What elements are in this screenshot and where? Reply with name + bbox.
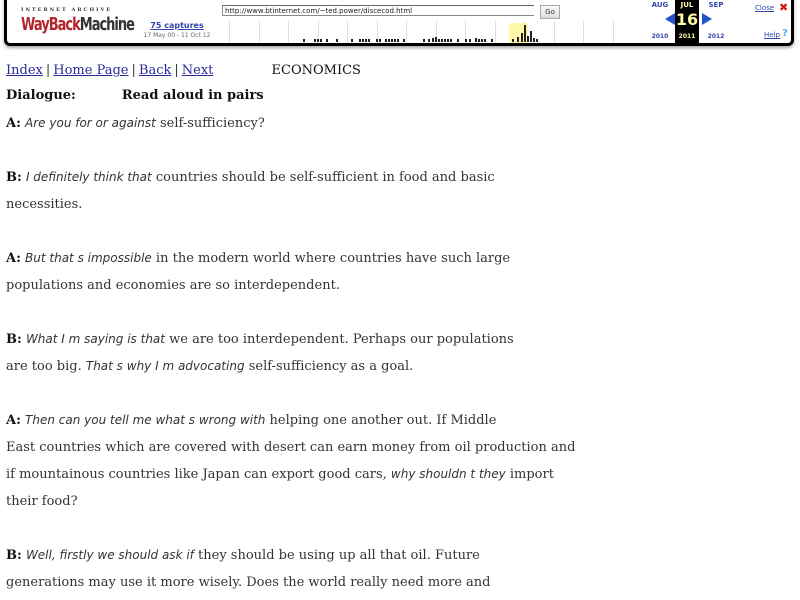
timeline-capture-bar[interactable] (533, 38, 535, 42)
nav-link-index[interactable]: Index (6, 63, 43, 78)
timeline-capture-bar[interactable] (397, 39, 399, 42)
dialogue-text: countries should be self-sufficient in food and basic (151, 170, 495, 185)
dialogue-header (6, 82, 786, 110)
timeline-capture-bar[interactable] (469, 39, 471, 42)
timeline-capture-bar[interactable] (465, 39, 467, 42)
timeline-capture-bar[interactable] (438, 39, 440, 42)
dialogue-turn (6, 326, 786, 380)
dialogue-line (6, 353, 786, 380)
timeline-capture-bar[interactable] (450, 39, 452, 42)
timeline-capture-bar[interactable] (444, 39, 446, 42)
speaker-label: B: (6, 548, 22, 563)
italic-phrase: But that s impossible (25, 251, 152, 265)
timeline-capture-bar[interactable] (351, 39, 353, 42)
calendar-current (675, 0, 699, 43)
captures-info (127, 21, 227, 39)
timeline-capture-bar[interactable] (530, 31, 532, 42)
dialogue-text: necessities. (6, 197, 83, 212)
timeline-capture-bar[interactable] (536, 39, 538, 42)
italic-phrase: That s why I m advocating (85, 359, 245, 373)
page-content (6, 60, 786, 596)
dialogue-text: import (505, 467, 554, 482)
dialogue-text: East countries which are covered with desert can earn money from oil production and (6, 440, 576, 455)
dialogue-text: their food? (6, 494, 78, 509)
timeline-capture-bar[interactable] (491, 39, 493, 42)
timeline-year-divider (583, 21, 584, 43)
timeline-capture-bar[interactable] (388, 39, 390, 42)
timeline-year-divider (554, 21, 555, 43)
nav-link-back[interactable]: Back (138, 63, 172, 78)
turn-spacer (6, 515, 786, 542)
dialogue-text: self-sufficiency? (155, 116, 265, 131)
timeline-capture-bar[interactable] (379, 39, 381, 42)
timeline-year-divider (259, 21, 260, 43)
wayback-logo[interactable] (21, 7, 134, 39)
timeline-capture-bar[interactable] (314, 39, 316, 42)
captures-link[interactable]: 75 captures (150, 21, 204, 30)
timeline-capture-bar[interactable] (521, 33, 523, 42)
speaker-label: A: (6, 413, 21, 428)
dialogue-line (6, 488, 786, 515)
timeline-capture-bar[interactable] (527, 36, 529, 42)
current-month: JUL (680, 1, 694, 9)
timeline-capture-bar[interactable] (391, 39, 393, 42)
nav-link-next[interactable]: Next (181, 63, 214, 78)
timeline-year-divider (347, 21, 348, 43)
nav-link-home-page[interactable]: Home Page (53, 63, 129, 78)
italic-phrase: why shouldn t they (390, 467, 506, 481)
timeline-capture-bar[interactable] (512, 39, 514, 42)
prev-arrow-icon[interactable] (665, 13, 675, 25)
timeline-year-divider (288, 21, 289, 43)
dialogue-text: helping one another out. If Middle (265, 413, 497, 428)
help-link[interactable]: Help (764, 31, 780, 39)
dialogue-text: they should be using up all that oil. Future (193, 548, 480, 563)
timeline-capture-bar[interactable] (484, 39, 486, 42)
calendar-next[interactable] (699, 0, 733, 43)
timeline-capture-bar[interactable] (423, 39, 425, 42)
subject-title: ECONOMICS (271, 63, 361, 78)
dialogue-turn (6, 164, 786, 218)
calendar-prev[interactable] (643, 0, 677, 43)
url-input[interactable]: http://www.btinternet.com/~ted.power/discecod.html (222, 5, 534, 16)
dialogue-text: are too big. (6, 359, 86, 374)
dialogue-line (6, 272, 786, 299)
dialogue-instruction: Read aloud in pairs (121, 88, 264, 103)
timeline-year-divider (406, 21, 407, 43)
current-day: 16 (675, 10, 699, 29)
timeline-capture-bar[interactable] (428, 39, 430, 42)
dialogue-text: self-sufficiency as a goal. (244, 359, 414, 374)
dialogue-line (6, 326, 786, 353)
wayback-toolbar (4, 0, 794, 46)
timeline-capture-bar[interactable] (432, 38, 434, 42)
timeline-capture-bar[interactable] (303, 39, 305, 42)
timeline-capture-bar[interactable] (457, 39, 459, 42)
nav-separator: | (174, 63, 179, 78)
italic-phrase: Are you for or against (25, 116, 156, 130)
timeline-capture-bar[interactable] (368, 39, 370, 42)
dialogue-body (6, 110, 786, 596)
italic-phrase: What I m saying is that (25, 332, 165, 346)
captures-range: 17 May 00 - 11 Oct 12 (143, 32, 211, 39)
timeline-capture-bar[interactable] (326, 39, 328, 42)
timeline-capture-bar[interactable] (320, 39, 322, 42)
capture-timeline[interactable] (219, 21, 641, 43)
timeline-capture-bar[interactable] (478, 39, 480, 42)
timeline-capture-bar[interactable] (403, 39, 405, 42)
dialogue-turn (6, 110, 786, 137)
timeline-capture-bar[interactable] (365, 39, 367, 42)
timeline-capture-bar[interactable] (481, 39, 483, 42)
next-month[interactable]: SEP (708, 1, 724, 9)
logo-machine: Machine (79, 15, 134, 36)
dialogue-turn (6, 245, 786, 299)
italic-phrase: Then can you tell me what s wrong with (25, 413, 266, 427)
dialogue-line (6, 569, 786, 596)
close-icon[interactable]: ✖ (779, 1, 789, 14)
help-icon[interactable]: ? (782, 28, 788, 39)
logo-top-text: INTERNET ARCHIVE (21, 7, 113, 13)
dialogue-label: Dialogue: (6, 88, 76, 103)
speaker-label: B: (6, 332, 22, 347)
logo-way: WayBack (21, 15, 80, 36)
turn-spacer (6, 299, 786, 326)
dialogue-line (6, 245, 786, 272)
timeline-capture-bar[interactable] (435, 37, 437, 42)
prev-month[interactable]: AUG (651, 1, 669, 9)
speaker-label: A: (6, 251, 21, 266)
timeline-year-divider (613, 21, 614, 43)
timeline-capture-bar[interactable] (376, 39, 378, 42)
timeline-year-divider (495, 21, 496, 43)
dialogue-line (6, 110, 786, 137)
dialogue-line (6, 407, 786, 434)
nav-separator: | (131, 63, 136, 78)
timeline-capture-bar[interactable] (475, 38, 477, 42)
close-link[interactable]: Close (755, 4, 775, 12)
timeline-capture-bar[interactable] (524, 25, 526, 42)
timeline-capture-bar[interactable] (517, 37, 519, 42)
dialogue-line (6, 461, 786, 488)
prev-year[interactable]: 2010 (651, 33, 669, 40)
timeline-capture-bar[interactable] (359, 39, 361, 42)
dialogue-text: we are too interdependent. Perhaps our populations (165, 332, 514, 347)
timeline-capture-bar[interactable] (385, 39, 387, 42)
dialogue-text: generations may use it more wisely. Does the world really need more and (6, 575, 491, 590)
nav-bar (6, 60, 786, 82)
speaker-label: A: (6, 116, 21, 131)
dialogue-turn (6, 407, 786, 515)
timeline-capture-bar[interactable] (447, 39, 449, 42)
dialogue-line (6, 434, 786, 461)
timeline-capture-bar[interactable] (362, 39, 364, 42)
dialogue-text: in the modern world where countries have such large (151, 251, 511, 266)
go-button[interactable]: Go (540, 5, 560, 19)
timeline-capture-bar[interactable] (317, 39, 319, 42)
speaker-label: B: (6, 170, 22, 185)
turn-spacer (6, 380, 786, 407)
turn-spacer (6, 137, 786, 164)
dialogue-text: if mountainous countries like Japan can export good cars, (6, 467, 391, 482)
logo-wordmark (21, 15, 134, 36)
dialogue-line (6, 542, 786, 569)
dialogue-turn (6, 542, 786, 596)
timeline-capture-bar[interactable] (336, 39, 338, 42)
turn-spacer (6, 218, 786, 245)
dialogue-text: populations and economies are so interdependent. (6, 278, 340, 293)
dialogue-line (6, 191, 786, 218)
next-arrow-icon[interactable] (702, 13, 712, 25)
timeline-capture-bar[interactable] (441, 39, 443, 42)
next-year[interactable]: 2012 (707, 33, 725, 40)
nav-separator: | (45, 63, 51, 78)
italic-phrase: Well, firstly we should ask if (25, 548, 194, 562)
timeline-capture-bar[interactable] (394, 39, 396, 42)
dialogue-line (6, 164, 786, 191)
current-year: 2011 (678, 33, 696, 40)
timeline-year-divider (229, 21, 230, 43)
italic-phrase: I definitely think that (25, 170, 152, 184)
